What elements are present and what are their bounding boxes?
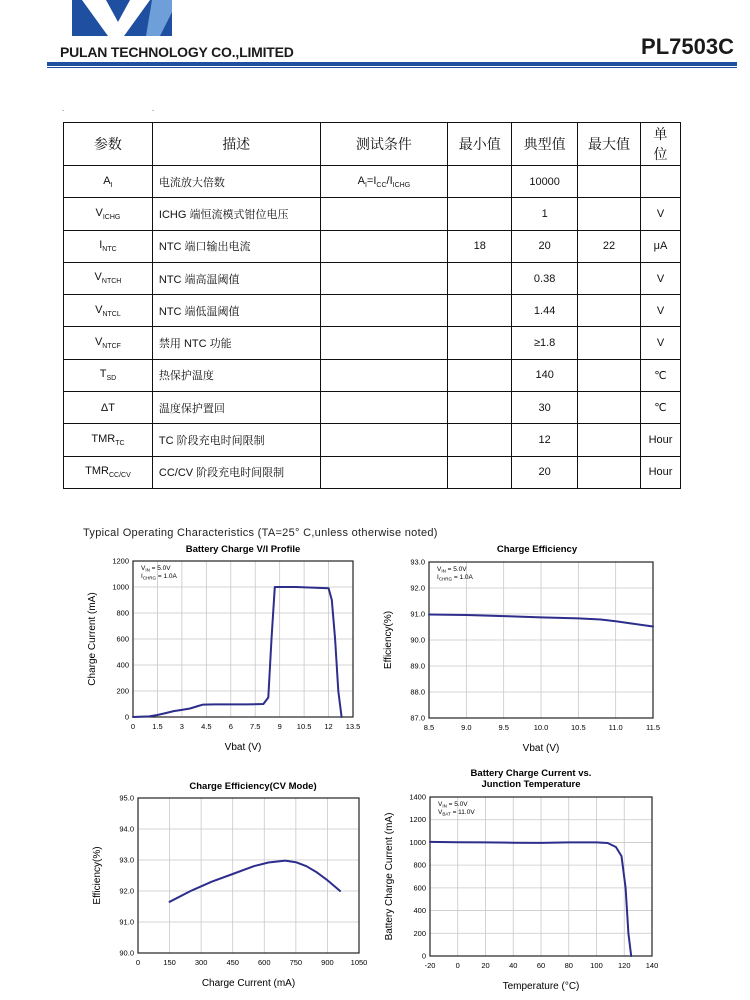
description-text: 热保护温度 [158,370,214,383]
test-condition [320,198,448,230]
x-tick-label: 7.5 [250,722,261,731]
description-text: 电流放大倍数 [158,176,225,189]
x-tick-label: 100 [590,961,603,970]
typical-value [512,392,578,424]
typ-text: 30 [538,401,551,414]
annotation-subscript: IN [442,803,447,809]
plot-frame [138,798,359,953]
y-axis-label: Battery Charge Current (mA) [384,812,395,941]
header-cell: 单位 [640,123,680,166]
y-tick-label: 400 [116,660,129,670]
typ-text: 140 [535,369,554,382]
min-value [448,456,512,488]
header-cell: 最大值 [578,123,641,166]
param-symbol [64,198,153,230]
y-tick-label: 1000 [112,582,129,592]
symbol-subscript: I [110,181,113,189]
chart-3 [92,781,367,989]
x-tick-label: 8.5 [423,723,435,732]
typical-value [512,327,578,359]
unit-text: V [656,337,665,350]
unit [640,392,680,424]
unit [640,327,680,359]
y-tick-label: 95.0 [119,793,134,803]
min-value [448,198,512,230]
y-tick-label: 93.0 [410,557,425,567]
condition-annotation [141,573,178,581]
x-tick-label: 0 [130,722,136,731]
test-condition [320,456,448,488]
typical-value [512,424,578,456]
test-condition [320,424,448,456]
condition-annotation [437,574,474,582]
unit-text: V [656,304,665,317]
min-value [448,359,512,391]
symbol-subscript: CC/CV [108,472,131,480]
annotation-symbol: V [437,566,442,573]
table-row [64,456,681,488]
x-axis-label: Vbat (V) [224,742,262,753]
y-axis-label: Efficiency(%) [92,846,103,905]
y-tick-label: 600 [413,883,426,893]
chart-1 [87,544,360,753]
typical-value [512,230,578,262]
symbol-subscript: SD [106,375,117,383]
table-row [64,327,681,359]
x-axis-label: Charge Current (mA) [201,978,296,989]
typ-text: 12 [538,434,551,447]
unit [640,230,680,262]
series-line [170,861,341,902]
typ-text: 10000 [529,175,560,188]
annotation-subscript: CHRG [438,576,453,582]
x-tick-label: 4.5 [201,722,212,731]
table-row [64,230,681,262]
symbol-main: V [94,336,103,349]
typical-value [512,456,578,488]
symbol-main: V [95,303,103,316]
test-condition [320,166,448,198]
x-tick-label: 12 [324,722,333,731]
min-value [448,262,512,294]
x-tick-label: 1050 [350,958,368,967]
unit [640,295,680,327]
header-cell: 描述 [152,123,320,166]
symbol-subscript: TC [115,440,125,448]
typical-value [512,295,578,327]
annotation-symbol: I [141,573,143,580]
param-symbol [64,359,153,391]
min-value [448,327,512,359]
symbol-main: T [99,368,107,381]
test-condition [320,359,448,391]
annotation-value: = 5.0V [445,566,467,573]
description-text: NTC 端高温阈值 [158,273,240,286]
max-value [578,198,641,230]
param-symbol [64,392,153,424]
y-tick-label: 91.0 [410,609,425,619]
unit [640,166,680,198]
header-cell: 最小值 [448,123,512,166]
condition-subscript: ICHG [392,181,411,189]
typical-value [512,262,578,294]
symbol-subscript: ICHG [102,214,121,222]
series-line [133,587,342,717]
condition-annotation [437,566,467,574]
x-tick-label: 60 [536,961,546,970]
y-tick-label: 90.0 [410,635,425,645]
param-symbol [64,456,153,488]
max-value [578,262,641,294]
y-tick-label: 0 [421,951,426,961]
param-description [152,295,320,327]
dot-mark: . [62,104,65,113]
condition-part: /I [386,174,393,187]
symbol-main: TMR [91,432,116,445]
x-tick-label: 10.5 [296,722,312,731]
annotation-value: = 5.0V [446,801,468,808]
typical-value [512,198,578,230]
param-symbol [64,166,153,198]
y-tick-label: 88.0 [410,687,425,697]
condition-annotation [141,565,171,573]
charts-caption: Typical Operating Characteristics (TA=25° C,unless otherwise noted) [83,527,438,539]
unit-text: V [656,207,665,220]
symbol-main: A [103,174,111,187]
symbol-subscript: NTCH [101,278,122,286]
max-text: 22 [602,240,616,253]
condition-part: A [357,174,365,187]
test-condition [320,295,448,327]
param-description [152,166,320,198]
symbol-main: TMR [85,465,109,478]
x-tick-label: 9.5 [498,723,509,732]
annotation-symbol: V [438,809,443,816]
annotation-subscript: BAT [442,811,451,817]
condition-part: =I [366,174,377,187]
table-row [64,359,681,391]
param-description [152,392,320,424]
test-condition [320,230,448,262]
description-text: ICHG 端恒流模式钳位电压 [158,208,289,221]
x-axis-label: Temperature (°C) [502,981,580,992]
max-value [578,327,641,359]
condition-annotation [438,809,475,817]
x-tick-label: 300 [194,958,208,967]
charts-area [0,538,750,1000]
symbol-main: I [99,239,103,252]
typical-value [512,359,578,391]
test-condition [320,262,448,294]
typical-value [512,166,578,198]
y-tick-label: 800 [116,608,129,618]
table-row [64,295,681,327]
param-symbol [64,295,153,327]
x-tick-label: 11.0 [608,723,623,732]
x-tick-label: 600 [258,958,271,967]
param-symbol [64,230,153,262]
series-line [430,842,631,956]
table-row [64,424,681,456]
x-tick-label: 80 [564,961,573,970]
symbol-main: V [94,271,102,284]
symbol-main: ΔT [100,401,115,414]
x-tick-label: 11.5 [645,723,661,732]
unit [640,262,680,294]
max-value [578,295,641,327]
description-text: CC/CV 阶段充电时间限制 [158,467,285,480]
x-tick-label: 900 [321,958,334,967]
param-description [152,424,320,456]
param-description [152,327,320,359]
annotation-symbol: V [141,565,146,572]
symbol-subscript: NTCL [102,310,121,318]
header-rule [47,62,737,66]
chart-title [471,768,592,790]
y-axis-label: Charge Current (mA) [87,592,98,686]
annotation-value: = 1.0A [452,574,473,581]
x-tick-label: 13.5 [345,722,361,731]
test-condition [320,327,448,359]
chart-title: Battery Charge V/I Profile [185,544,301,555]
test-condition [320,392,448,424]
x-tick-label: 150 [163,958,176,967]
condition-annotation [438,801,468,809]
table-row [64,198,681,230]
y-tick-label: 0 [124,712,129,722]
y-tick-label: 91.0 [119,917,134,927]
x-tick-label: 140 [645,961,659,970]
description-text: NTC 端口输出电流 [158,241,251,254]
annotation-symbol: I [437,574,439,581]
chart-title-line: Junction Temperature [481,779,581,790]
param-description [152,359,320,391]
chart-title: Charge Efficiency [496,544,578,555]
symbol-main: V [95,206,103,219]
min-value [448,424,512,456]
max-value [578,166,641,198]
x-tick-label: 9.0 [461,723,472,732]
annotation-subscript: CHRG [142,575,157,581]
max-value [578,392,641,424]
typ-text: 0.38 [533,272,556,285]
chart-2 [383,544,660,754]
param-description [152,230,320,262]
condition-subscript: I [364,181,367,189]
unit-text: ℃ [654,369,667,382]
x-tick-label: 20 [481,961,490,970]
table-header-row [64,123,681,166]
max-value [578,359,641,391]
annotation-value: = 5.0V [149,565,171,572]
y-tick-label: 400 [413,906,426,916]
y-tick-label: 1200 [409,815,426,825]
y-tick-label: 800 [413,860,426,870]
x-tick-label: 40 [509,961,518,970]
x-tick-label: 3 [179,722,184,731]
unit [640,424,680,456]
param-symbol [64,327,153,359]
description-text: TC 阶段充电时间限制 [158,435,265,448]
unit-text: V [656,272,665,285]
param-symbol [64,424,153,456]
annotation-subscript: IN [441,568,446,574]
annotation-symbol: V [438,801,443,808]
typ-text: 1 [541,207,548,220]
unit [640,359,680,391]
unit [640,456,680,488]
x-tick-label: 120 [617,961,631,970]
symbol-subscript: NTC [102,246,117,254]
param-description [152,262,320,294]
y-tick-label: 200 [116,686,129,696]
min-value [448,166,512,198]
x-tick-label: 750 [289,958,303,967]
x-axis-label: Vbat (V) [522,743,560,754]
x-tick-label: 6 [228,722,233,731]
typ-text: 20 [538,240,551,253]
description-text: 禁用 NTC 功能 [158,338,232,351]
typ-text: 1.44 [533,304,556,317]
annotation-subscript: IN [145,567,150,573]
y-tick-label: 92.0 [119,886,134,896]
y-tick-label: 94.0 [119,824,134,834]
x-tick-label: 1.5 [152,722,163,731]
chart-title-line: Battery Charge Current vs. [470,768,592,779]
param-description [152,198,320,230]
unit-text: μA [653,240,668,253]
header-cell: 典型值 [512,123,578,166]
dot-mark: . [152,104,155,113]
typ-text: ≥1.8 [533,337,556,350]
annotation-value: = 11.0V [450,809,475,816]
company-logo [60,0,180,38]
typ-text: 20 [538,466,551,479]
unit-text: Hour [648,434,673,447]
y-tick-label: 1200 [112,556,129,566]
header-cell: 测试条件 [320,123,448,166]
unit-text: Hour [648,466,673,479]
y-tick-label: 93.0 [119,855,134,865]
chart-4 [384,768,658,992]
x-tick-label: 9 [277,722,282,731]
min-value [448,295,512,327]
y-tick-label: 90.0 [119,948,134,958]
y-tick-label: 200 [413,928,426,938]
x-tick-label: 0 [455,961,460,970]
param-symbol [64,262,153,294]
table-row [64,392,681,424]
max-value [578,456,641,488]
param-description [152,456,320,488]
description-text: NTC 端低温阈值 [158,305,240,318]
company-name: PULAN TECHNOLOGY CO.,LIMITED [60,44,294,60]
y-tick-label: 92.0 [410,583,425,593]
x-tick-label: 10.0 [533,723,549,732]
min-text: 18 [473,240,486,253]
header-cell: 参数 [64,123,153,166]
table-row [64,166,681,198]
y-axis-label: Efficiency(%) [383,610,394,670]
spec-table [63,122,681,489]
y-tick-label: 1400 [409,792,426,802]
symbol-subscript: NTCF [102,343,121,351]
part-number: PL7503C [641,34,734,59]
chart-title: Charge Efficiency(CV Mode) [189,781,317,792]
y-tick-label: 87.0 [410,713,425,723]
max-value [578,230,641,262]
max-value [578,424,641,456]
unit [640,198,680,230]
annotation-value: = 1.0A [156,573,177,580]
y-tick-label: 1000 [409,837,426,847]
x-tick-label: -20 [424,961,436,970]
min-value [448,392,512,424]
description-text: 温度保护置回 [158,402,225,415]
x-tick-label: 450 [226,958,239,967]
header-rule-thin [47,67,737,68]
unit-text: ℃ [654,402,667,415]
y-tick-label: 89.0 [410,661,425,671]
table-row [64,262,681,294]
y-tick-label: 600 [116,634,129,644]
condition-subscript: CC [376,181,387,189]
x-tick-label: 0 [135,958,141,967]
min-value [448,230,512,262]
x-tick-label: 10.5 [571,723,586,732]
